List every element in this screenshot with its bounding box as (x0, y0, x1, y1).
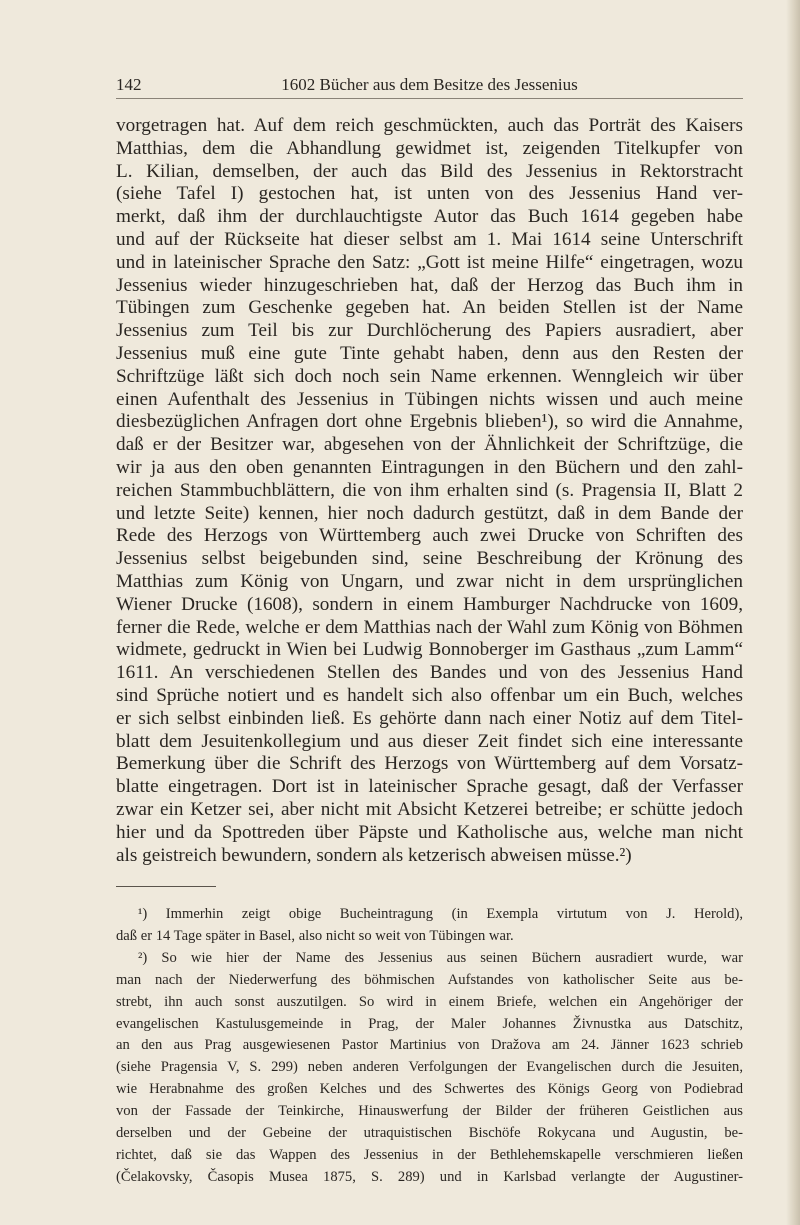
body-line: diesbezüglichen Anfragen dort ohne Ergebnis blieben¹), so wird die Annahme, (116, 411, 743, 433)
body-line: und in lateinischer Sprache den Satz: „Gott ist meine Hilfe“ eingetragen, wozu (116, 251, 743, 273)
footnote-line: (siehe Pragensia V, S. 299) neben anderen Verfolgungen der Evangelischen durch die Jesuiten, (116, 1059, 743, 1076)
footnote-line: derselben und der Gebeine der utraquistischen Bischöfe Rokycana und Augustin, be- (116, 1125, 743, 1142)
body-line: hier und da Spottreden über Päpste und Katholische aus, welche man nicht (116, 821, 743, 843)
body-line: 1611. An verschiedenen Stellen des Bandes und von des Jessenius Hand (116, 662, 743, 684)
body-line: Jessenius zum Teil bis zur Durchlöcherung des Papiers ausradiert, aber (116, 320, 743, 342)
footnote-line: richtet, daß sie das Wappen des Jessenius in der Bethlehemskapelle verschmieren ließen (116, 1146, 743, 1163)
body-line: (siehe Tafel I) gestochen hat, ist unten von des Jessenius Hand ver- (116, 183, 743, 205)
body-line: er sich selbst einbinden ließ. Es gehörte dann nach einer Notiz auf dem Titel- (116, 707, 743, 729)
footnote-line: strebt, ihn auch sonst auszutilgen. So wird in einem Briefe, welchen ein Angehöriger der (116, 993, 743, 1010)
body-line: und auf der Rückseite hat dieser selbst am 1. Mai 1614 seine Unterschrift (116, 228, 743, 250)
body-line: ferner die Rede, welche er dem Matthias nach der Wahl zum König von Böhmen (116, 616, 743, 638)
body-line: einen Aufenthalt des Jessenius in Tübingen nichts wissen und auch meine (116, 388, 743, 410)
body-line: als geistreich bewundern, sondern als ketzerisch abweisen müsse.²) (116, 844, 632, 866)
footnote-separator (116, 886, 216, 887)
footnote-line: ²) So wie hier der Name des Jessenius aus seinen Büchern ausradiert wurde, war (138, 949, 743, 966)
body-line: zwar ein Ketzer sei, aber nicht mit Absicht Ketzerei betreibe; er schütte jedoch (116, 798, 743, 820)
body-line: Rede des Herzogs von Württemberg auch zwei Drucke von Schriften des (116, 525, 743, 547)
page-number: 142 (116, 75, 142, 94)
footnotes (116, 904, 743, 1189)
body-line: Bemerkung über die Schrift des Herzogs von Württemberg auf dem Vorsatz- (116, 753, 743, 775)
footnote-line: (Čelakovsky, Časopis Musea 1875, S. 289) und in Karlsbad verlangte der Augustiner- (116, 1168, 743, 1185)
body-line: wir ja aus den oben genannten Eintragungen in den Büchern und den zahl- (116, 456, 743, 478)
body-line: Matthias, dem die Abhandlung gewidmet ist, zeigenden Titelkupfer von (116, 137, 743, 159)
footnote-line: ¹) Immerhin zeigt obige Bucheintragung (in Exempla virtutum von J. Herold), (138, 906, 743, 922)
body-line: reichen Stammbuchblättern, die von ihm erhalten sind (s. Pragensia II, Blatt 2 (116, 479, 743, 501)
body-line: Schriftzüge läßt sich doch noch sein Name erkennen. Wenngleich wir über (116, 365, 743, 387)
body-line: Jessenius muß eine gute Tinte gehabt haben, denn aus den Resten der (116, 342, 743, 364)
footnote-line: evangelischen Kastulusgemeinde in Prag, der Maler Johannes Živnustka aus Datschitz, (116, 1015, 743, 1032)
body-line: blatte eingetragen. Dort ist in lateinischer Sprache gesagt, daß der Verfasser (116, 776, 743, 798)
body-line: Jessenius wieder hinzugeschrieben hat, daß der Herzog das Buch ihm in (116, 274, 743, 296)
footnote-line: an den aus Prag ausgewiesenen Pastor Martinius von Dražova am 24. Jänner 1623 schrieb (116, 1037, 743, 1054)
body-line: daß er der Besitzer war, abgesehen von der Ähnlichkeit der Schriftzüge, die (116, 434, 743, 456)
body-line: Wiener Drucke (1608), sondern in einem Hamburger Nachdrucke von 1609, (116, 593, 743, 615)
body-line: vorgetragen hat. Auf dem reich geschmückten, auch das Porträt des Kaisers (116, 115, 743, 136)
body-line: Tübingen zum Geschenke gegeben hat. An beiden Stellen ist der Name (116, 297, 743, 319)
footnote-line: man nach der Niederwerfung des böhmischen Aufstandes von katholischer Seite aus be- (116, 971, 743, 988)
body-line: und letzte Seite) kennen, hier noch dadurch gestützt, daß in dem Bande der (116, 502, 743, 524)
footnote-line: wie Herabnahme des großen Kelches und des Schwertes des Königs Georg von Podiebrad (116, 1081, 743, 1098)
body-line: blatt dem Jesuitenkollegium und aus dieser Zeit findet sich eine interessante (116, 730, 743, 752)
body-line: merkt, daß ihm der durchlauchtigste Autor das Buch 1614 gegeben habe (116, 206, 743, 228)
body-line: Jessenius selbst beigebunden sind, seine Beschreibung der Krönung des (116, 548, 743, 570)
body-line: Matthias zum König von Ungarn, und zwar nicht in dem ursprünglichen (116, 570, 743, 592)
page-edge-shadow (786, 0, 800, 1225)
main-text (116, 115, 743, 867)
body-line: L. Kilian, demselben, der auch das Bild des Jessenius in Rektorstracht (116, 160, 743, 182)
footnote-line: von der Fassade der Teinkirche, Hinauswerfung der Bilder der früheren Geistlichen aus (116, 1103, 743, 1120)
running-header (116, 72, 743, 99)
footnote-line: daß er 14 Tage später in Basel, also nicht so weit von Tübingen war. (116, 927, 514, 944)
running-title: 1602 Bücher aus dem Besitze des Jessenius (281, 75, 578, 94)
body-line: sind Sprüche notiert und es handelt sich also offenbar um ein Buch, welches (116, 684, 743, 706)
body-line: widmete, gedruckt in Wien bei Ludwig Bonnoberger im Gasthaus „zum Lamm“ (116, 639, 743, 661)
